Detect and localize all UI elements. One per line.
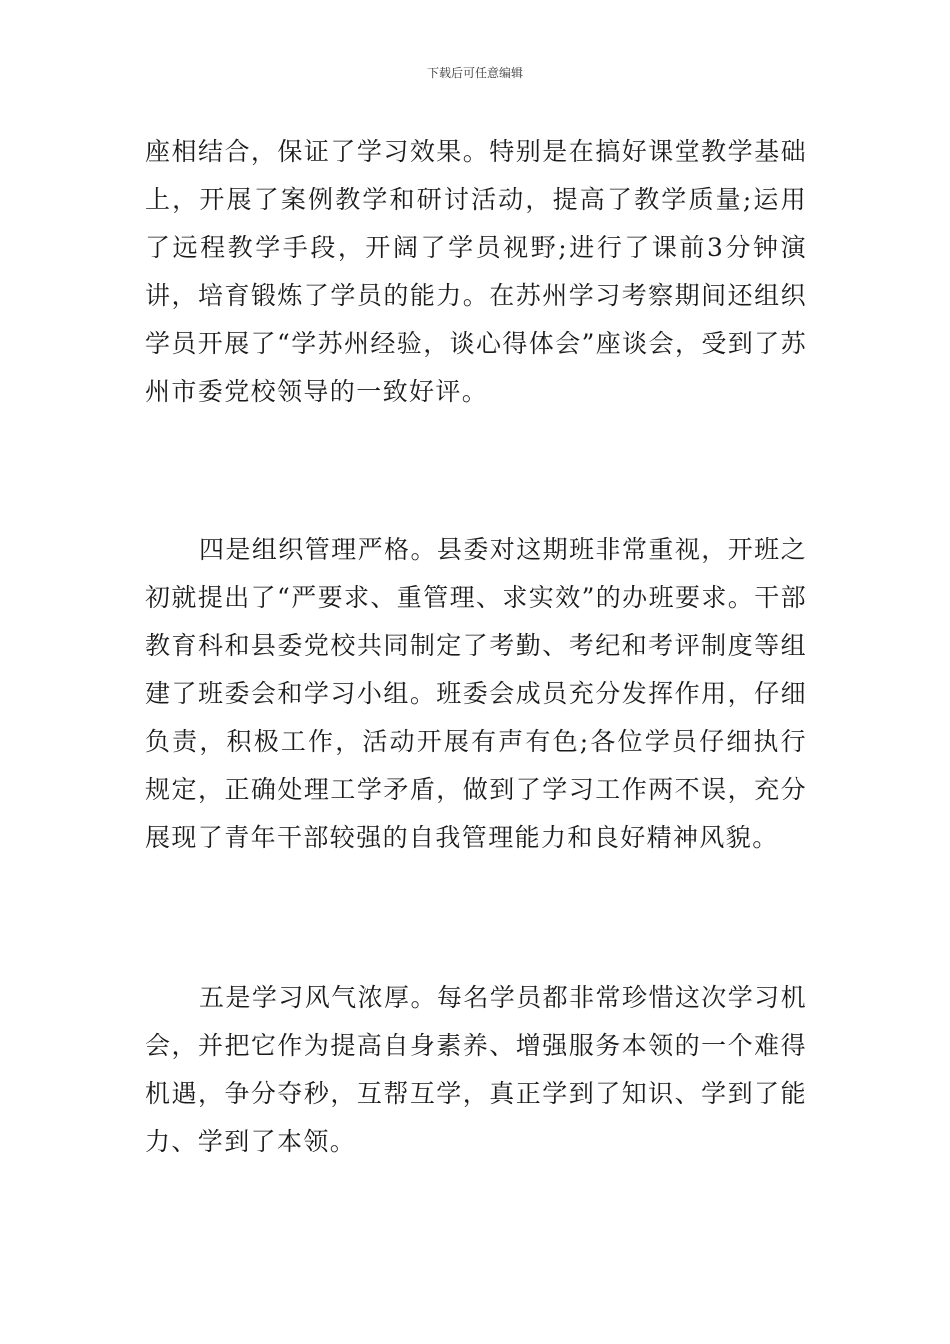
paragraph-continuation: 座相结合，保证了学习效果。特别是在搞好课堂教学基础上，开展了案例教学和研讨活动，提高了教学质量;运用了远程教学手段，开阔了学员视野;进行了课前3分钟演讲，培育锻炼了学员的能力。在苏州学习考察期间还组织学员开展了“学苏州经验，谈心得体会”座谈会，受到了苏州市委党校领导的一致好评。 xyxy=(145,137,807,406)
paragraph-study-atmosphere: 五是学习风气浓厚。每名学员都非常珍惜这次学习机会，并把它作为提高自身素养、增强服务本领的一个难得机遇，争分夺秒，互帮互学，真正学到了知识、学到了能力、学到了本领。 xyxy=(145,983,807,1156)
paragraph-management: 四是组织管理严格。县委对这期班非常重视，开班之初就提出了“严要求、重管理、求实效”的办班要求。干部教育科和县委党校共同制定了考勤、考纪和考评制度等组建了班委会和学习小组。班委会成员充分发挥作用，仔细负责，积极工作，活动开展有声有色;各位学员仔细执行规定，正确处理工学矛盾，做到了学习工作两不误，充分展现了青年干部较强的自我管理能力和良好精神风貌。 xyxy=(145,535,807,852)
page-header: 下载后可任意编辑 xyxy=(426,66,523,80)
